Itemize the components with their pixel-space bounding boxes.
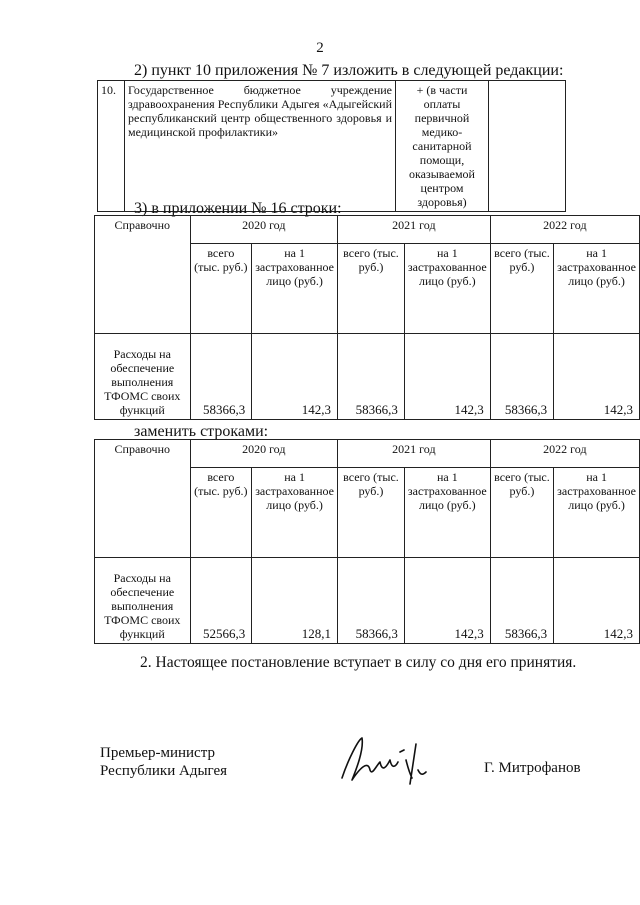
row-label: Расходы на обеспечение выполнения ТФОМС своих функций xyxy=(95,334,191,420)
institution-name: Государственное бюджетное учреждение здравоохранения Республики Адыгея «Адыгейский республиканский центр общественного здоровья и медицинской профилактики» xyxy=(125,81,396,212)
per-person-header: на 1 застрахованное лицо (руб.) xyxy=(404,244,490,334)
per-person-header: на 1 застрахованное лицо (руб.) xyxy=(554,468,640,558)
signature-image xyxy=(338,730,438,790)
reference-header: Справочно xyxy=(95,216,191,334)
item2-heading: 2) пункт 10 приложения № 7 изложить в следующей редакции: xyxy=(134,62,564,79)
old-finance-table xyxy=(94,215,640,420)
per-person-header: на 1 застрахованное лицо (руб.) xyxy=(252,244,338,334)
total-header: всего (тыс. руб.) xyxy=(338,468,405,558)
item3-heading: 3) в приложении № 16 строки: xyxy=(134,200,342,217)
reference-header: Справочно xyxy=(95,440,191,558)
signatory-title-line2: Республики Адыгея xyxy=(100,763,228,779)
year-header-2020: 2020 год xyxy=(190,440,337,468)
total-header: всего (тыс. руб.) xyxy=(190,244,252,334)
value-cell: 142,3 xyxy=(554,334,640,420)
per-person-header: на 1 застрахованное лицо (руб.) xyxy=(252,468,338,558)
value-cell: 58366,3 xyxy=(338,558,405,644)
year-header-2022: 2022 год xyxy=(490,440,639,468)
signatory-title xyxy=(100,744,227,780)
replace-heading: заменить строками: xyxy=(134,423,269,440)
total-header: всего (тыс. руб.) xyxy=(190,468,252,558)
total-header: всего (тыс. руб.) xyxy=(338,244,405,334)
per-person-header: на 1 застрахованное лицо (руб.) xyxy=(404,468,490,558)
value-cell: 142,3 xyxy=(404,558,490,644)
value-cell: 142,3 xyxy=(252,334,338,420)
institution-table xyxy=(97,80,566,212)
year-header-2021: 2021 год xyxy=(338,440,491,468)
total-header: всего (тыс. руб.) xyxy=(490,468,553,558)
institution-note: + (в части оплаты первичной медико-санитарной помощи, оказываемой центром здоровья) xyxy=(396,81,489,212)
value-cell: 58366,3 xyxy=(190,334,252,420)
value-cell: 142,3 xyxy=(554,558,640,644)
page-number: 2 xyxy=(316,40,324,56)
year-header-2022: 2022 год xyxy=(490,216,639,244)
total-header: всего (тыс. руб.) xyxy=(490,244,553,334)
per-person-header: на 1 застрахованное лицо (руб.) xyxy=(554,244,640,334)
year-header-2021: 2021 год xyxy=(338,216,491,244)
value-cell: 128,1 xyxy=(252,558,338,644)
value-cell: 58366,3 xyxy=(490,558,553,644)
value-cell: 52566,3 xyxy=(190,558,252,644)
value-cell: 58366,3 xyxy=(338,334,405,420)
year-header-2020: 2020 год xyxy=(190,216,337,244)
new-finance-table xyxy=(94,439,640,644)
signatory-name: Г. Митрофанов xyxy=(484,760,581,776)
signatory-title-line1: Премьер-министр xyxy=(100,745,215,761)
value-cell: 58366,3 xyxy=(490,334,553,420)
empty-cell xyxy=(489,81,566,212)
row-label: Расходы на обеспечение выполнения ТФОМС своих функций xyxy=(95,558,191,644)
row-number: 10. xyxy=(98,81,125,212)
effective-clause: 2. Настоящее постановление вступает в силу со дня его принятия. xyxy=(140,654,577,671)
value-cell: 142,3 xyxy=(404,334,490,420)
